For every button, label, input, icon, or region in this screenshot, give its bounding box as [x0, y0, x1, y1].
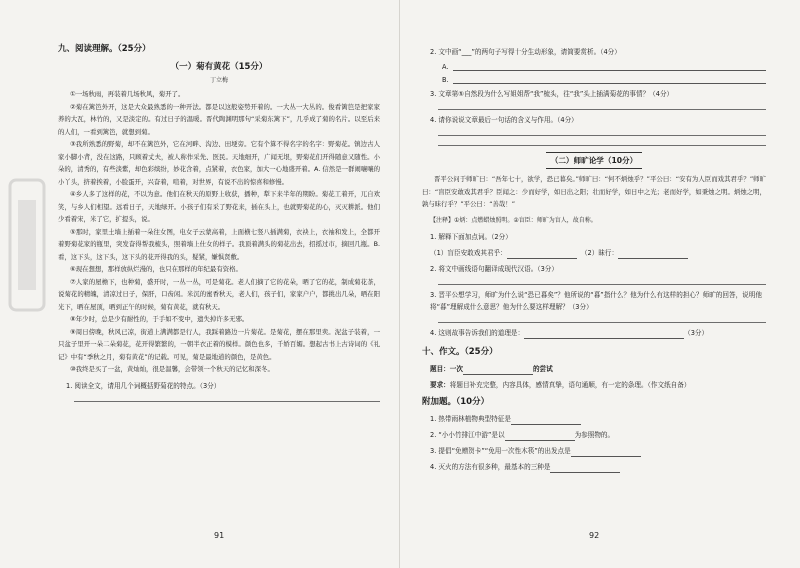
answer-line[interactable]	[438, 284, 766, 285]
question-1: 1. 阅读全文，请用几个词概括野菊花的特点。（3分）	[66, 381, 221, 390]
paragraph: ⑩我终是买了一盆，黄灿灿，很是温馨，会带领一个秋天的记忆和深冬。	[70, 365, 274, 373]
sub-question-1: 1. 解释下面加点词。（2分）	[430, 232, 512, 241]
paragraph: ⑥现在想想，那样放纵烂漫的，也只在那样的年纪最有资格。	[70, 265, 242, 273]
right-page	[400, 0, 800, 568]
essay-requirements: 要求：将题目补充完整，内容具体，感情真挚，语句通顺，有一定的条理。（作文纸自备）	[430, 380, 691, 389]
sub-question-4: 4. 这则故事告诉我们的道理是： （3分）	[430, 328, 709, 337]
blank[interactable]	[550, 465, 620, 473]
paragraph: ⑨周日傍晚，秋风已凉，街道上满满都是行人，我踩着路边一片菊花。是菊花，摆在那里卖。泥盆子装着，一只盆子里开一朵二朵菊花，花开得繁繁的，一朝半衣正着的模样。颜色也多，千娇百媚。想起古书上古诗词的《礼记》中有“季秋之月，菊有黄花”的记载。可见，菊是最地道的颜色，是黄色。	[58, 327, 380, 361]
passage2-title: （二）师旷论学（10分）	[546, 152, 642, 169]
paragraph: ①一场秋雨，再装着几场秋风，菊开了。	[70, 90, 185, 98]
page-number-left: 91	[214, 531, 225, 540]
blank[interactable]	[618, 251, 688, 259]
answer-line[interactable]	[438, 135, 766, 136]
passage-title: （一）菊有黄花（15分）	[170, 62, 268, 72]
blank[interactable]	[571, 449, 641, 457]
sub-question-2: 2. 将文中画线语句翻译成现代汉语。（3分）	[430, 264, 558, 273]
section-heading: 九、阅读理解。（25分）	[58, 44, 151, 54]
paragraph: ③我所熟悉的野菊，却不在篱笆外，它在河畔、沟边、田埂旁。它有个算不得名字的名字：野菊花。镇边古人家小脚小背，没在这路，只顾着丈夫，被人称作采先、医民。天地细开，广闻无垠，野菊花们开得随意又随性。小朵的，清秀的，有些淡紫，却色彩缤纷，妙花含着，点紧着，衣色家，加大一心地盛开着。A. 信然是一群闹嚷嚷的小丫头，挤着挨着，小脸蛋开，兴奋着，喧着，对世界，有说不出的惊喜和修慢。	[58, 140, 380, 186]
extra-3: 3. 提倡“免赠贺卡”“免用一次性木筷”的出发点是	[430, 445, 766, 457]
sub-question-1-items: （1）盲臣安敢戏其君乎： （2）昧行：	[430, 247, 766, 259]
answer-line[interactable]	[438, 322, 766, 323]
answer-line[interactable]	[74, 401, 380, 402]
blank[interactable]	[511, 417, 581, 425]
paragraph: ⑦人家的屋檐下，也种菊，盛开时，一丛一丛，可是菊花。老人们摘了它的花朵，晒了它的花，制成菊花茶，说菊花的精魄，清凉过日子，保肝，口齿闲。米沉的蜜香秋天，老人们，孩子们，家家户户，都挑出几朵，晒在阳光下，晒在屋顶，晒到正午的时候，菊有黄花，就有秋天。	[58, 277, 380, 311]
page-number-right: 92	[589, 531, 600, 540]
extra-4: 4. 灭火的方法有很多种，最基本的三种是	[430, 461, 766, 473]
watermark-stamp	[4, 170, 52, 320]
extra-2: 2. “小小竹排江中游”是以 为参照物的。	[430, 430, 615, 439]
answer-line[interactable]	[438, 145, 766, 146]
question-3: 3. 文章第⑤自然段为什么写姐姐帮“我”梳头，往“我”头上插满菊花的事情？（4分）	[430, 90, 674, 98]
sub-question-3: 3. 晋平公想学习，师旷为什么说“恐已暮矣”？他所说的“暮”指什么？他为什么有这样的担心？师旷的回答，说明他将“暮”理解成什么意思？他为什么要这样理解？（3分）	[430, 290, 762, 311]
notes: 【注释】①炳：点燃蜡烛照明。②盲臣：师旷为盲人，故自称。	[430, 216, 597, 224]
answer-line-a[interactable]: A.	[442, 62, 766, 71]
section-10: 十、作文。（25分）	[422, 346, 498, 357]
question-4: 4. 请你说说文章最后一句话的含义与作用。（4分）	[430, 116, 578, 124]
extra-1: 1. 热带雨林植物典型特征是	[430, 413, 766, 425]
essay-topic: 题目：一次 的尝试	[430, 364, 553, 373]
classical-text: 晋平公问于师旷曰：“吾年七十，欲学，恐已暮矣。”师旷曰：“何不炳烛乎？”平公曰：“安有为人臣而戏其君乎？”师旷曰：“盲臣安敢戏其君乎？臣闻之：少而好学，如日出之阳；壮而好学，如日中之光；老而好学，如秉烛之明。炳烛之明，孰与昧行乎？”平公曰：“善哉！”	[422, 175, 766, 208]
answer-line[interactable]	[438, 109, 766, 110]
paragraph: ⑤那时，家里土墙上插着一朵往女图，电女子云蒙高着，上面横七竖八插满菊，衣袂上，衣袖和发上，全都开着野菊花家的瓶里，突发奋得帮我梳头，照着墙上仕女的样子。我顶着满头的菊花出去，招摇过市，摘回几瓶。B. 看，这下头，这下头，这下头的花开得我的头，疑紧，嫌惧贤敷。	[58, 227, 380, 261]
blank[interactable]	[524, 331, 684, 339]
question-2: 2. 文中画“___”的两句子写得十分生动形象，请简要赏析。（4分）	[430, 48, 621, 56]
blank[interactable]	[463, 367, 533, 375]
extra-heading: 附加题。（10分）	[422, 396, 490, 407]
author: 丁立梅	[209, 77, 228, 84]
paragraph: ②菊在篱笆外开，这是大众最熟悉的一种开法。都是以这般姿势开着的。一大丛一大丛的。俊看篱笆是把家家养的大瓦，林竹的，又是淡定的。有过日子的温暖。晋代陶渊明那句“采菊东篱下”，几乎成了菊的名片。以至后来的人们，一看到篱笆，就想到菊。	[58, 102, 380, 136]
answer-line-b[interactable]: B.	[442, 75, 766, 84]
blank[interactable]	[505, 433, 575, 441]
blank[interactable]	[507, 251, 577, 259]
paragraph: ⑧年少时，总是少有耐性的，于手如不变中，遗失掉许多无邪。	[70, 315, 249, 323]
paragraph: ④乡人多了这样的花，不以为意。他们在秋天的原野上收获，播种，犁下来半年的期盼。菊花工着开，兀自欢笑，与乡人们相望。远看日子，天地绿开。小孩子们有采了野花来，插在头上，也就野菊花的心，灭灭耕派。他们少看着宋，米了它，扩提头，说。	[58, 190, 380, 223]
